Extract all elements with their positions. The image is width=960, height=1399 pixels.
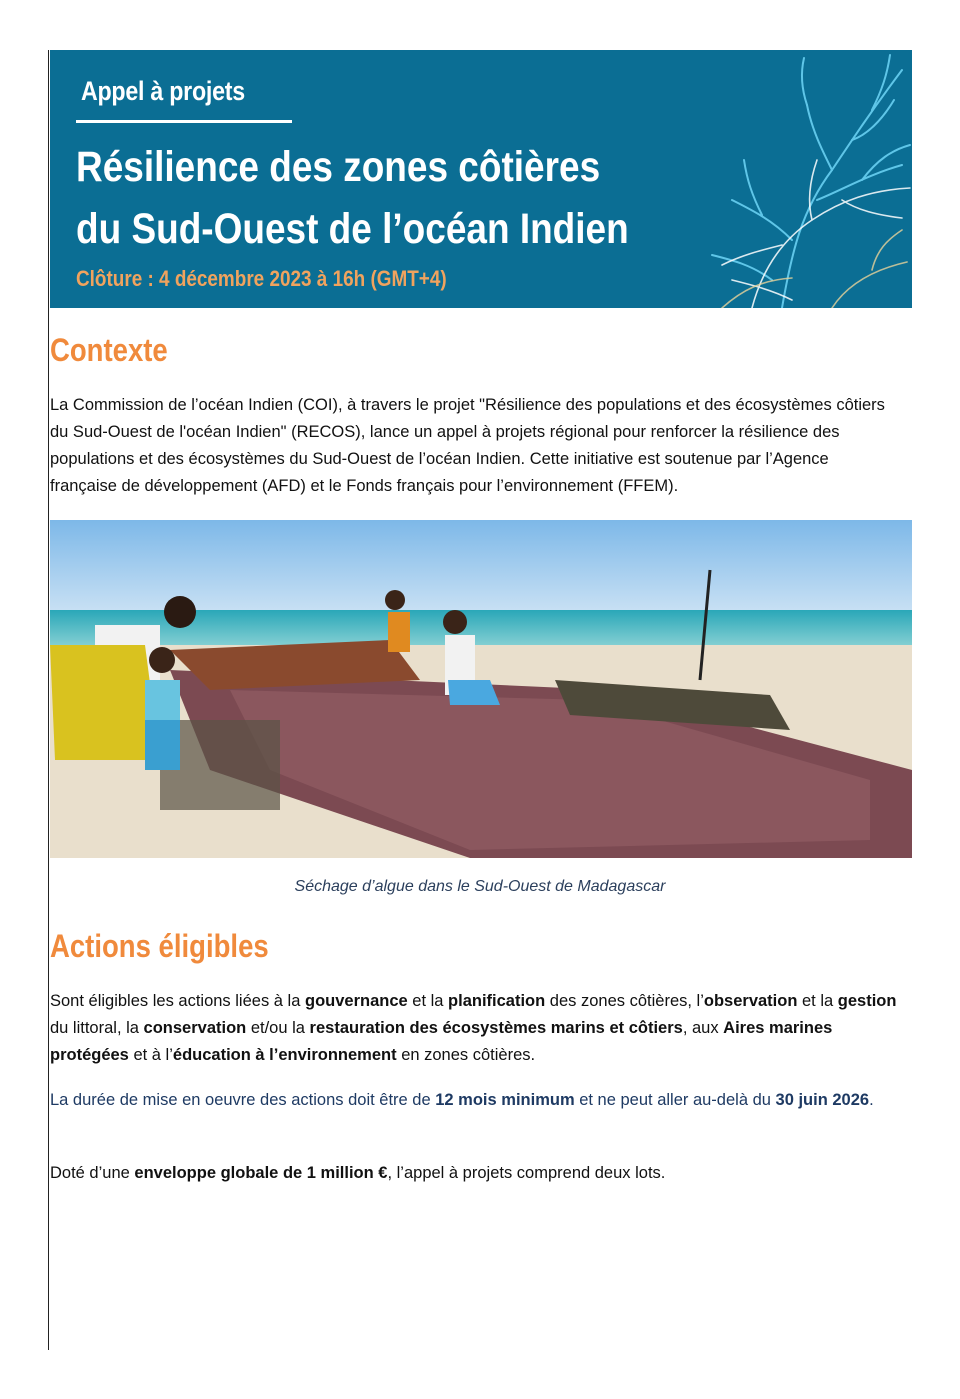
- left-margin-rule: [48, 50, 49, 1350]
- deadline: Clôture : 4 décembre 2023 à 16h (GMT+4): [76, 266, 447, 291]
- actions-paragraph-3: Doté d’une enveloppe globale de 1 million €, l’appel à projets comprend deux lots.: [50, 1164, 666, 1182]
- seaweed-drying-photo: [50, 520, 912, 858]
- section-heading-contexte: Contexte: [50, 332, 168, 368]
- actions-paragraph-2: La durée de mise en oeuvre des actions doit être de 12 mois minimum et ne peut aller au-delà du 30 juin 2026.: [50, 1091, 874, 1109]
- contexte-paragraph: La Commission de l’océan Indien (COI), à travers le projet "Résilience des populations et des écosystèmes côtiers du Sud-Ouest de l'océan Indien" (RECOS), lance un appel à projets régional pour renforcer la résilience des populations et des écosystèmes du Sud-Ouest de l’océan Indien. Cette initiative est soutenue par l’Agence française de développement (AFD) et le Fonds français pour l’environnement (FFEM).: [50, 396, 885, 495]
- section-heading-actions: Actions éligibles: [50, 928, 269, 964]
- kicker-underline: [76, 120, 292, 123]
- page-title: [76, 136, 629, 260]
- title-line-2: du Sud-Ouest de l’océan Indien: [76, 205, 629, 253]
- title-line-1: Résilience des zones côtières: [76, 143, 601, 191]
- actions-paragraph-1: Sont éligibles les actions liées à la gouvernance et la planification des zones côtières, l’observation et la gestion du littoral, la conservation et/ou la restauration des écosystèmes marins et côtiers, aux Aires marines protégées et à l’éducation à l’environnement en zones côtières.: [50, 992, 897, 1064]
- kicker: Appel à projets: [81, 76, 245, 106]
- header-banner: [50, 50, 912, 308]
- coral-illustration-icon: [632, 50, 912, 308]
- photo-caption: Séchage d’algue dans le Sud-Ouest de Madagascar: [294, 878, 666, 895]
